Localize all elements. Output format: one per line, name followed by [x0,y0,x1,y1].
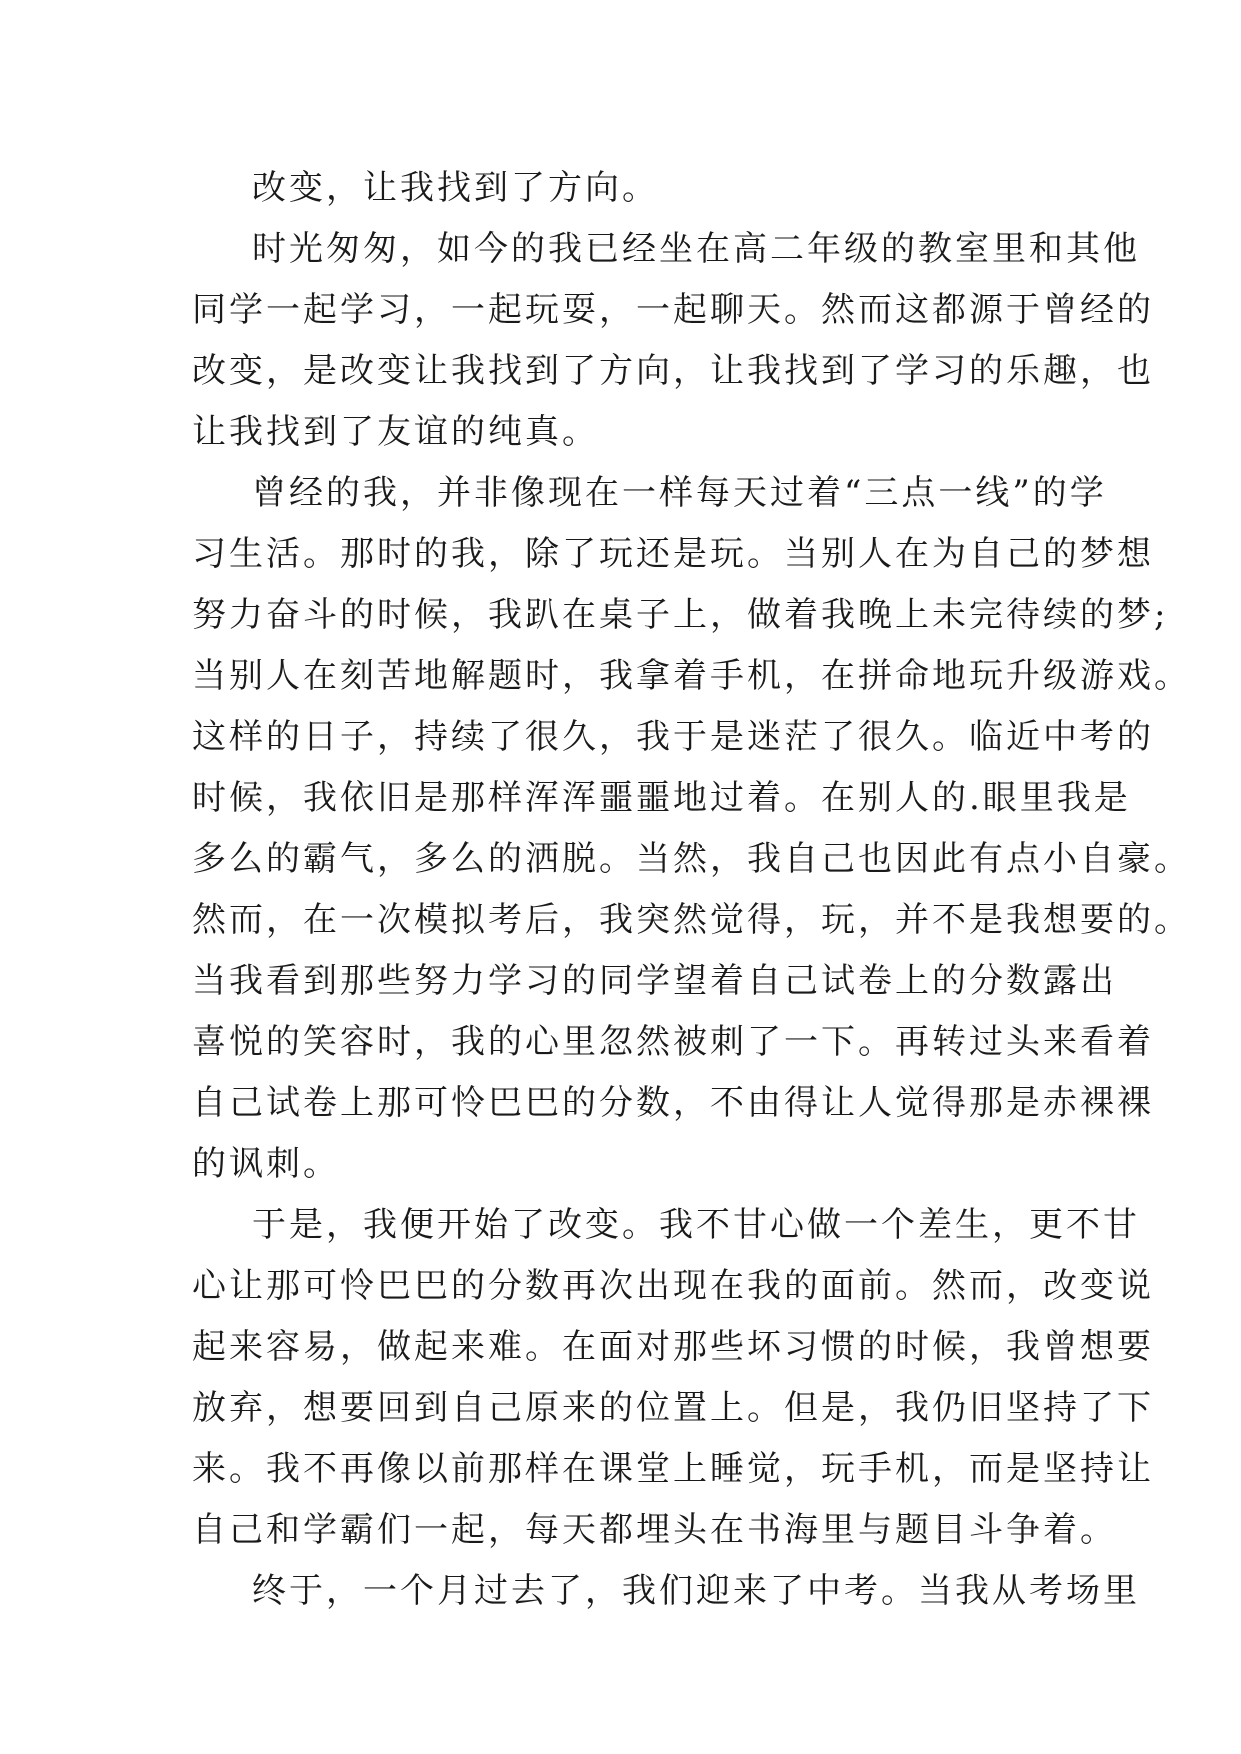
text-line: 同学一起学习，一起玩耍，一起聊天。然而这都源于曾经的 [192,290,1154,330]
text-line: 多么的霸气，多么的洒脱。当然，我自己也因此有点小自豪。 [192,839,1191,879]
text-line: 让我找到了友谊的纯真。 [192,412,599,452]
text-line: 放弃，想要回到自己原来的位置上。但是，我仍旧坚持了下 [192,1388,1154,1428]
text-line: 当我看到那些努力学习的同学望着自己试卷上的分数露出 [192,961,1117,1001]
text-line: 时光匆匆，如今的我已经坐在高二年级的教室里和其他 [252,229,1140,269]
text-line: 然而，在一次模拟考后，我突然觉得，玩，并不是我想要的。 [192,900,1191,940]
text-line: 于是，我便开始了改变。我不甘心做一个差生，更不甘 [252,1205,1140,1245]
document-page [192,158,1191,1622]
text-line: 当别人在刻苦地解题时，我拿着手机，在拼命地玩升级游戏。 [192,656,1191,696]
text-line: 来。我不再像以前那样在课堂上睡觉，玩手机，而是坚持让 [192,1449,1154,1489]
text-line: 曾经的我，并非像现在一样每天过着“三点一线”的学 [252,473,1107,513]
text-line: 改变，让我找到了方向。 [252,168,659,208]
text-line: 自己和学霸们一起，每天都埋头在书海里与题目斗争着。 [192,1510,1117,1550]
text-line: 努力奋斗的时候，我趴在桌子上，做着我晚上未完待续的梦; [192,595,1169,635]
text-line: 习生活。那时的我，除了玩还是玩。当别人在为自己的梦想 [192,534,1154,574]
text-line: 改变，是改变让我找到了方向，让我找到了学习的乐趣，也 [192,351,1154,391]
text-line: 时候，我依旧是那样浑浑噩噩地过着。在别人的.眼里我是 [192,778,1131,818]
text-line: 自己试卷上那可怜巴巴的分数，不由得让人觉得那是赤裸裸 [192,1083,1154,1123]
text-line: 心让那可怜巴巴的分数再次出现在我的面前。然而，改变说 [192,1266,1154,1306]
text-line: 这样的日子，持续了很久，我于是迷茫了很久。临近中考的 [192,717,1154,757]
text-line: 终于，一个月过去了，我们迎来了中考。当我从考场里 [252,1571,1140,1611]
text-line: 的讽刺。 [192,1144,340,1184]
text-line: 喜悦的笑容时，我的心里忽然被刺了一下。再转过头来看着 [192,1022,1154,1062]
text-line: 起来容易，做起来难。在面对那些坏习惯的时候，我曾想要 [192,1327,1154,1367]
